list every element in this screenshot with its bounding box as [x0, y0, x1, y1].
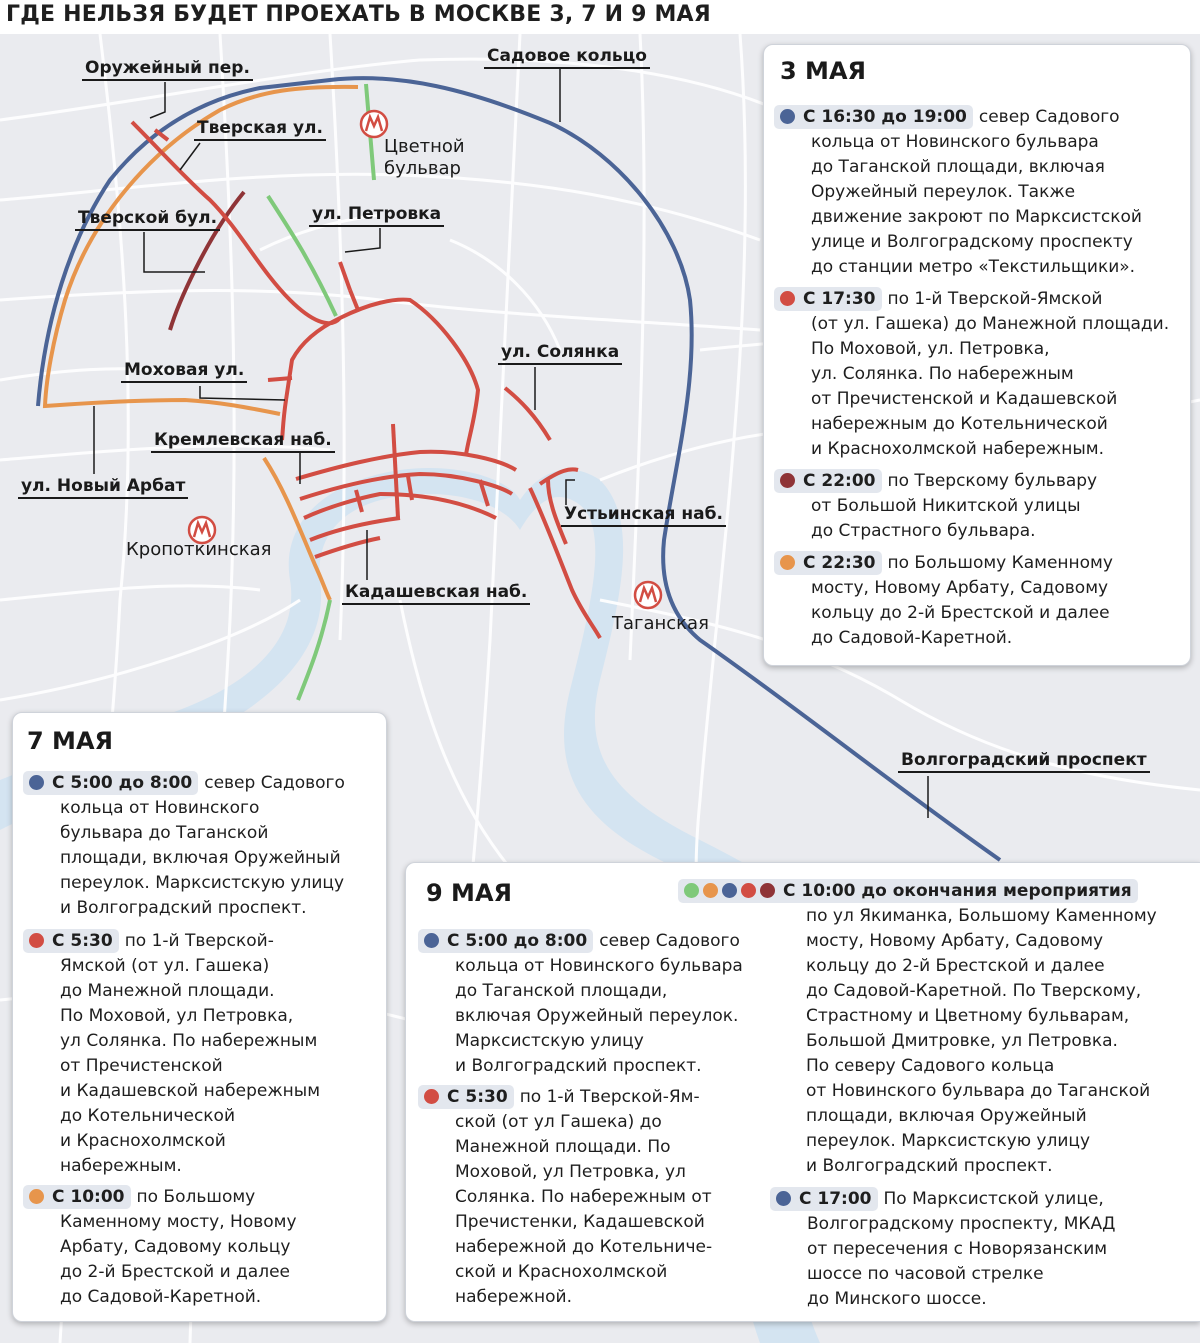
- label-volgogradsky: Волгоградский проспект: [898, 750, 1150, 773]
- panel-may7: [12, 712, 387, 1322]
- panel-may3: [763, 44, 1191, 666]
- orange-dot: [29, 1189, 44, 1204]
- may3-entry-1: С 16:30 до 19:00 север Садового кольца от Новинского бульвара до Таганской площади, включая Оружейный переулок. Также движение закроют по Марксистской улице и Волгоградскому проспекту до станции метро «Текстильщики».: [774, 105, 1142, 280]
- may7-entry-2: С 5:30 по 1-й Тверской- Ямской (от ул. Гашека) до Манежной площади. По Моховой, ул Петровка, ул Солянка. По набережным от Пречистенской и Кадашевской набережным до Котельнической и Краснохолмской набережным.: [23, 929, 320, 1179]
- label-tverskaya: Тверская ул.: [194, 118, 326, 141]
- may7-entry-1: С 5:00 до 8:00 север Садового кольца от Новинского бульвара до Таганской площади, включая Оружейный переулок. Марксистскую улицу и Волгоградский проспект.: [23, 771, 345, 921]
- blue-dot: [722, 883, 737, 898]
- time-badge: С 22:30: [774, 551, 882, 575]
- time-badge: С 5:30: [23, 929, 119, 953]
- red-dot: [29, 933, 44, 948]
- label-novy-arbat: ул. Новый Арбат: [18, 476, 188, 499]
- time-badge: С 17:30: [774, 287, 882, 311]
- time-badge: С 22:00: [774, 469, 882, 493]
- red-dot: [741, 883, 756, 898]
- label-kropotkinskaya: Кропоткинская: [126, 539, 272, 560]
- red-dot: [424, 1089, 439, 1104]
- label-kremlevskaya: Кремлевская наб.: [151, 430, 335, 453]
- time-badge: С 17:00: [770, 1187, 878, 1211]
- may9-left-entry-1: С 5:00 до 8:00 север Садового кольца от Новинского бульвара до Таганской площади, включая Оружейный переулок. Марксистскую улицу и Волгоградский проспект.: [418, 929, 743, 1079]
- label-taganskaya: Таганская: [612, 613, 709, 634]
- red-dot: [780, 291, 795, 306]
- label-kadashevskaya: Кадашевская наб.: [342, 582, 530, 605]
- label-tverskoy-bul: Тверской бул.: [75, 208, 220, 231]
- time-badge: С 5:30: [418, 1085, 514, 1109]
- panel-may9-title: 9 МАЯ: [426, 879, 512, 907]
- label-solyanka: ул. Солянка: [498, 342, 622, 365]
- panel-may3-title: 3 МАЯ: [780, 57, 866, 85]
- blue-dot: [776, 1191, 791, 1206]
- time-badge: С 10:00 до окончания мероприятия: [678, 879, 1138, 903]
- time-badge: С 5:00 до 8:00: [418, 929, 593, 953]
- may9-right-entry-1: С 10:00 до окончания мероприятия по ул Якиманка, Большому Каменному мосту, Новому Арбату, Садовому кольцу до 2-й Брестской и далее до Садовой-Каретной. По Тверскому, Страстному и Цветному бульварам, Большой Дмитровке, ул Петровка. По северу Садового кольца от Новинского бульвара до Таганской площади, включая Оружейный переулок. Марксистскую улицу и Волгоградский проспект.: [678, 879, 1157, 1179]
- orange-dot: [780, 555, 795, 570]
- label-ustinskaya: Устьинская наб.: [561, 504, 726, 527]
- blue-dot: [424, 933, 439, 948]
- may3-entry-2: С 17:30 по 1-й Тверской-Ямской (от ул. Гашека) до Манежной площади. По Моховой, ул. Петровка, ул. Солянка. По набережным от Пречистенской и Кадашевской набережным до Котельнической и Краснохолмской набережным.: [774, 287, 1169, 462]
- label-petrovka: ул. Петровка: [309, 204, 444, 227]
- green-dot: [684, 883, 699, 898]
- may9-right-entry-2: С 17:00 По Марксистской улице, Волгоградскому проспекту, МКАД от пересечения с Новорязанским шоссе по часовой стрелке до Минского шоссе.: [770, 1187, 1115, 1312]
- label-sadovoe: Садовое кольцо: [484, 46, 650, 69]
- orange-dot: [703, 883, 718, 898]
- may7-entry-3: С 10:00 по Большому Каменному мосту, Новому Арбату, Садовому кольцу до 2-й Брестской и далее до Садовой-Каретной.: [23, 1185, 297, 1310]
- may9-left-entry-2: С 5:30 по 1-й Тверской-Ям- ской (от ул Гашека) до Манежной площади. По Моховой, ул Петровка, ул Солянка. По набережным от Пречистенки, Кадашевской набережной до Котельниче- ской и Краснохолмской набережной.: [418, 1085, 712, 1310]
- darkred-dot: [780, 473, 795, 488]
- may3-entry-3: С 22:00 по Тверскому бульвару от Большой Никитской улицы до Страстного бульвара.: [774, 469, 1097, 544]
- time-badge: С 5:00 до 8:00: [23, 771, 198, 795]
- panel-may7-title: 7 МАЯ: [27, 727, 113, 755]
- metro-m-icon: [361, 111, 387, 137]
- blue-dot: [780, 109, 795, 124]
- panel-may9: [405, 862, 1200, 1322]
- darkred-dot: [760, 883, 775, 898]
- may3-entry-4: С 22:30 по Большому Каменному мосту, Новому Арбату, Садовому кольцу до 2-й Брестской и далее до Садовой-Каретной.: [774, 551, 1113, 651]
- label-mokhovaya: Моховая ул.: [121, 360, 247, 383]
- blue-dot: [29, 775, 44, 790]
- metro-m-icon: [635, 582, 661, 608]
- label-tsvetnoy: Цветной бульвар: [384, 136, 465, 179]
- label-oruzheyny: Оружейный пер.: [82, 58, 253, 81]
- time-badge: С 16:30 до 19:00: [774, 105, 973, 129]
- headline: ГДЕ НЕЛЬЗЯ БУДЕТ ПРОЕХАТЬ В МОСКВЕ 3, 7 И 9 МАЯ: [0, 0, 1200, 34]
- time-badge: С 10:00: [23, 1185, 131, 1209]
